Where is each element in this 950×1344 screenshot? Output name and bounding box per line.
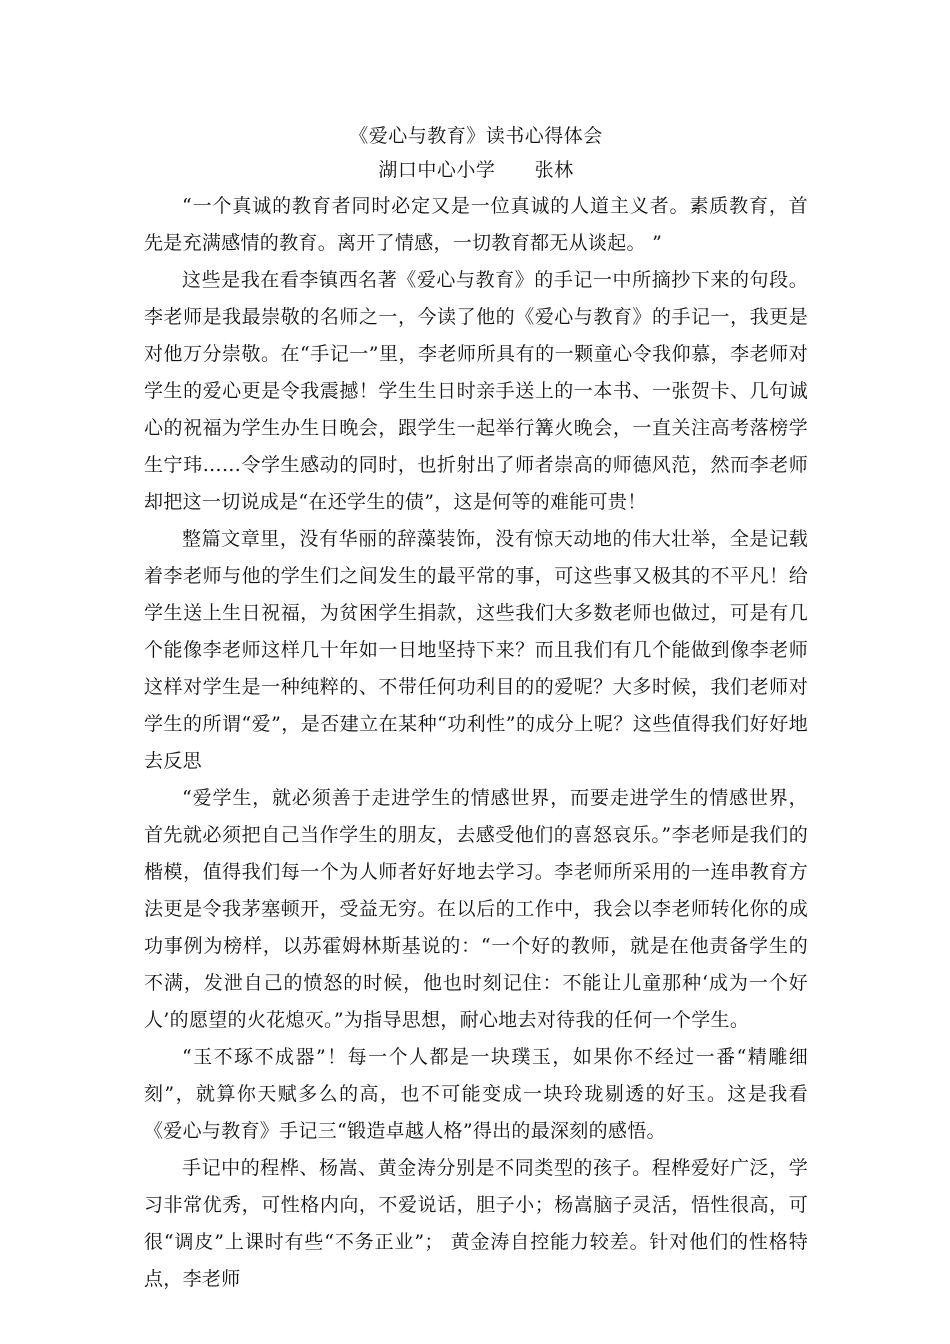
paragraph-4: “爱学生，就必须善于走进学生的情感世界，而要走进学生的情感世界，首先就必须把自己当作学生的朋友，去感受他们的喜怒哀乐。”李老师是我们的楷模，值得我们每一个为人师者好好地去学习。李老师所采用的一连串教育方法更是令我茅塞顿开，受益无穷。在以后的工作中，我会以李老师转化你的成功事例为榜样，以苏霍姆林斯基说的：“一个好的教师，就是在他责备学生的不满，发泄自己的愤怒的时候，他也时刻记住：不能让儿童那种‘成为一个好人’的愿望的火花熄灭。”为指导思想，耐心地去对待我的任何一个学生。	[144, 787, 808, 1031]
paragraph-5: “玉不琢不成器”！每一个人都是一块璞玉，如果你不经过一番“精雕细刻”，就算你天赋多么的高，也不可能变成一块玲珑剔透的好玉。这是我看《爱心与教育》手记三“锻造卓越人格”得出的最深刻的感悟。	[144, 1046, 808, 1142]
paragraph-2: 这些是我在看李镇西名著《爱心与教育》的手记一中所摘抄下来的句段。李老师是我最崇敬的名师之一，今读了他的《爱心与教育》的手记一，我更是对他万分崇敬。在“手记一”里，李老师所具有的一颗童心令我仰慕，李老师对学生的爱心更是令我震撼！学生生日时亲手送上的一本书、一张贺卡、几句诚心的祝福为学生办生日晚会，跟学生一起举行篝火晚会，一直关注高考落榜学生宁玮……令学生感动的同时，也折射出了师者崇高的师德风范，然而李老师却把这一切说成是“在还学生的债”，这是何等的难能可贵！	[144, 269, 808, 513]
paragraph-3: 整篇文章里，没有华丽的辞藻装饰，没有惊天动地的伟大壮举，全是记载着李老师与他的学生们之间发生的最平常的事，可这些事又极其的不平凡！给学生送上生日祝福，为贫困学生捐款，这些我们大多数老师也做过，可是有几个能像李老师这样几十年如一日地坚持下来？而且我们有几个能做到像李老师这样对学生是一种纯粹的、不带任何功利目的的爱呢？大多时候，我们老师对学生的所谓“爱”，是否建立在某种“功利性”的成分上呢？这些值得我们好好地去反思	[144, 528, 808, 772]
author-line: 湖口中心小学 张林	[378, 159, 574, 181]
paragraph-1: “一个真诚的教育者同时必定又是一位真诚的人道主义者。素质教育，首先是充满感情的教育。离开了情感，一切教育都无从谈起。 ”	[144, 195, 808, 254]
document-body	[144, 188, 808, 1298]
paragraph-6: 手记中的程桦、杨嵩、黄金涛分别是不同类型的孩子。程桦爱好广泛，学习非常优秀，可性格内向，不爱说话，胆子小；杨嵩脑子灵活，悟性很高，可很“调皮”上课时有些“不务正业”； 黄金涛自控能力较差。针对他们的性格特点，李老师	[144, 1157, 808, 1290]
document-title: 《爱心与教育》读书心得体会	[349, 125, 603, 147]
document-page	[144, 0, 808, 1344]
